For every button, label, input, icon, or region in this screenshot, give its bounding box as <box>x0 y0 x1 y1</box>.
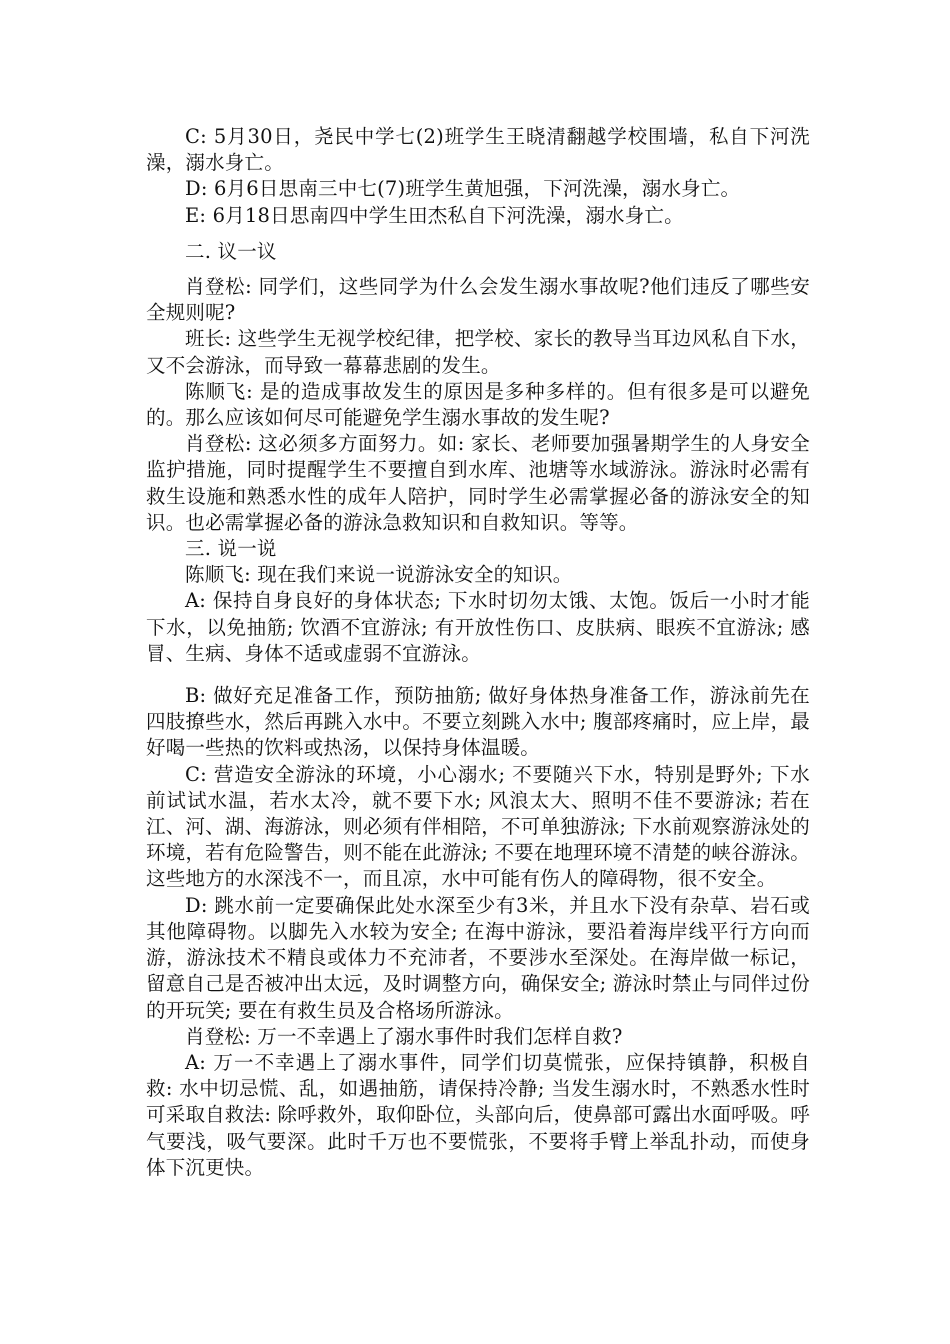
dialogue-paragraph: 肖登松: 这必须多方面努力。如: 家长、老师要加强暑期学生的人身安全监护措施，同时提醒学生不要擅自到水库、池塘等水域游泳。游泳时必需有救生设施和熟悉水性的成年人陪护，同时学生必需掌握必备的游泳安全的知识。也必需掌握必备的游泳急救知识和自救知识。等等。 <box>146 432 810 534</box>
case-e-paragraph: E: 6月18日思南四中学生田杰私自下河洗澡，溺水身亡。 <box>185 203 684 227</box>
case-c-paragraph: C: 5月30日，尧民中学七(2)班学生王晓清翻越学校围墙，私自下河洗澡，溺水身亡。 <box>146 125 810 175</box>
safety-tip-b: B: 做好充足准备工作，预防抽筋; 做好身体热身准备工作，游泳前先在四肢撩些水，然后再跳入水中。不要立刻跳入水中; 腹部疼痛时，应上岸，最好喝一些热的饮料或热汤，以保持身体温暖。 <box>146 684 810 760</box>
dialogue-paragraph: 陈顺飞: 是的造成事故发生的原因是多种多样的。但有很多是可以避免的。那么应该如何尽可能避免学生溺水事故的发生呢? <box>146 379 810 430</box>
dialogue-paragraph: 肖登松: 万一不幸遇上了溺水事件时我们怎样自救? <box>185 1024 623 1048</box>
dialogue-paragraph: 陈顺飞: 现在我们来说一说游泳安全的知识。 <box>185 563 573 587</box>
case-d-paragraph: D: 6月6日思南三中七(7)班学生黄旭强，下河洗澡，溺水身亡。 <box>185 177 741 201</box>
safety-tip-d: D: 跳水前一定要确保此处水深至少有3米，并且水下没有杂草、岩石或其他障碍物。以脚先入水较为安全; 在海中游泳，要沿着海岸线平行方向而游，游泳技术不精良或体力不充沛者，不要涉水至深处。在海岸做一标记，留意自己是否被冲出太远，及时调整方向，确保安全; 游泳时禁止与同伴过份的开玩笑; 要在有救生员及合格场所游泳。 <box>146 893 810 1022</box>
safety-tip-a: A: 保持自身良好的身体状态; 下水时切勿太饿、太饱。饭后一小时才能下水，以免抽筋; 饮酒不宜游泳; 有开放性伤口、皮肤病、眼疾不宜游泳; 感冒、生病、身体不适或虚弱不宜游泳。 <box>146 589 810 665</box>
dialogue-paragraph: 肖登松: 同学们，这些同学为什么会发生溺水事故呢?他们违反了哪些安全规则呢? <box>146 275 810 325</box>
section-heading-speak: 三. 说一说 <box>185 537 277 561</box>
self-rescue-paragraph: A: 万一不幸遇上了溺水事件，同学们切莫慌张，应保持镇静，积极自救: 水中切忌慌、乱，如遇抽筋，请保持冷静; 当发生溺水时，不熟悉水性时可采取自救法: 除呼救外，取仰卧位，头部向后，使鼻部可露出水面呼吸。呼气要浅，吸气要深。此时千万也不要慌张，不要将手臂上举乱扑动，而使身体下沉更快。 <box>146 1050 810 1179</box>
safety-tip-c: C: 营造安全游泳的环境，小心溺水; 不要随兴下水，特别是野外; 下水前试试水温，若水太冷，就不要下水; 风浪太大、照明不佳不要游泳; 若在江、河、湖、海游泳，则必须有伴相陪，不可单独游泳; 下水前观察游泳处的环境，若有危险警告，则不能在此游泳; 不要在地理环境不清楚的峡谷游泳。这些地方的水深浅不一，而且凉，水中可能有伤人的障碍物，很不安全。 <box>146 762 810 891</box>
document-body <box>146 124 810 1181</box>
section-heading-discuss: 二. 议一议 <box>185 239 277 263</box>
dialogue-paragraph: 班长: 这些学生无视学校纪律，把学校、家长的教导当耳边风私自下水，又不会游泳，而导致一幕幕悲剧的发生。 <box>146 327 810 377</box>
